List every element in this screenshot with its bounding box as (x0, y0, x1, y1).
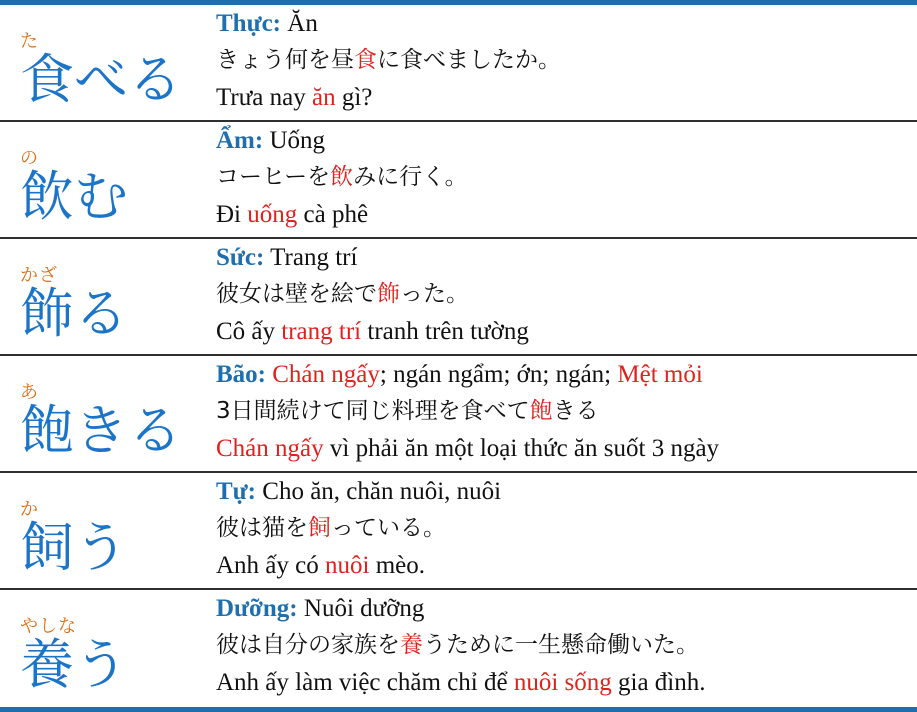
definition-cell (216, 590, 916, 701)
kanji-word: 飾る (20, 282, 128, 345)
furigana: かざ (20, 265, 58, 286)
japanese-example (216, 393, 916, 430)
jp-highlight: 飽 (529, 398, 553, 424)
meaning-line (216, 356, 916, 393)
meaning-text: Ăn (281, 10, 318, 37)
jp-text: に食べましたか。 (377, 47, 561, 73)
vi-highlight: nuôi sống (513, 669, 612, 696)
vi-text: Đi (216, 201, 248, 228)
vi-text: Cô ấy (216, 318, 282, 345)
meaning-line (216, 5, 916, 42)
sino-vietnamese-label: Bão: (216, 361, 266, 388)
vietnamese-translation (216, 79, 916, 116)
vi-text: tranh trên tường (361, 318, 529, 345)
jp-text: 彼女は壁を絵で (216, 281, 377, 307)
definition-cell (216, 356, 916, 467)
vietnamese-translation (216, 196, 916, 233)
word-cell (0, 473, 213, 588)
jp-text: きょう何を昼 (216, 47, 354, 73)
japanese-example (216, 159, 916, 196)
jp-highlight: 飼 (308, 515, 331, 541)
jp-text: みに行く。 (353, 164, 468, 190)
vocab-row-akiru (0, 356, 917, 473)
sino-vietnamese-label: Tự: (216, 478, 257, 505)
definition-cell (216, 5, 916, 116)
word-cell (0, 5, 213, 120)
vocab-row-kazaru (0, 239, 917, 356)
word-cell (0, 590, 213, 707)
definition-cell (216, 473, 916, 584)
definition-cell (216, 122, 916, 233)
japanese-example (216, 276, 916, 313)
furigana: あ (20, 382, 39, 403)
jp-text: 彼は自分の家族を (216, 632, 400, 658)
japanese-example (216, 510, 916, 547)
kanji-word: 飲む (20, 165, 128, 228)
vietnamese-translation (216, 547, 916, 584)
jp-highlight: 飾 (377, 281, 400, 307)
kanji-word: 飼う (20, 516, 128, 579)
jp-text: きる (552, 398, 599, 424)
vi-highlight: Chán ngấy (216, 435, 324, 462)
vi-highlight: nuôi (325, 552, 370, 579)
jp-highlight: 養 (400, 632, 423, 658)
vocab-row-kau (0, 473, 917, 590)
meaning-line (216, 239, 916, 276)
kanji-word: 食べる (20, 48, 182, 111)
vi-text: gì? (335, 84, 373, 111)
meaning-text: ; ngán ngẩm; ớn; ngán; (379, 361, 618, 388)
vietnamese-translation (216, 664, 916, 701)
vi-text: Trưa nay (216, 84, 312, 111)
meaning-text: Nuôi dưỡng (297, 595, 425, 622)
vietnamese-translation (216, 313, 916, 350)
vocab-row-yashinau (0, 590, 917, 707)
jp-highlight: 食 (354, 47, 377, 73)
japanese-example (216, 42, 916, 79)
vi-text: Anh ấy làm việc chăm chỉ để (216, 669, 514, 696)
vi-highlight: uống (247, 201, 298, 228)
vi-highlight: trang trí (281, 318, 362, 345)
vi-text: gia đình. (611, 669, 706, 696)
jp-text: 3日間続けて同じ料理を食べて (216, 398, 530, 424)
vi-text: mèo. (369, 552, 425, 579)
vietnamese-translation (216, 430, 916, 467)
sino-vietnamese-label: Dưỡng: (216, 595, 298, 622)
furigana: やしな (20, 616, 77, 637)
kanji-word: 飽きる (20, 399, 182, 462)
furigana: た (20, 31, 39, 52)
vocab-row-taberu (0, 5, 917, 122)
vocab-row-nomu (0, 122, 917, 239)
meaning-highlight: Mệt mỏi (617, 361, 703, 388)
meaning-line (216, 473, 916, 510)
word-cell (0, 239, 213, 354)
definition-cell (216, 239, 916, 350)
meaning-line (216, 590, 916, 627)
sino-vietnamese-label: Sức: (216, 244, 265, 271)
sino-vietnamese-label: Ẩm: (216, 127, 264, 154)
sino-vietnamese-label: Thực: (216, 10, 282, 37)
jp-highlight: 飲 (330, 164, 354, 190)
word-cell (0, 122, 213, 237)
furigana: か (20, 499, 39, 520)
vi-text: Anh ấy có (216, 552, 325, 579)
meaning-line (216, 122, 916, 159)
meaning-text: Cho ăn, chăn nuôi, nuôi (256, 478, 502, 505)
vi-highlight: ăn (311, 84, 336, 111)
vi-text: vì phải ăn một loại thức ăn suốt 3 ngày (323, 435, 720, 462)
meaning-text: Trang trí (264, 244, 358, 271)
meaning-text: Uống (263, 127, 326, 154)
vi-text: cà phê (297, 201, 369, 228)
jp-text: コーヒーを (216, 164, 331, 190)
jp-text: った。 (400, 281, 469, 307)
word-cell (0, 356, 213, 471)
meaning-highlight: Chán ngấy (272, 361, 380, 388)
jp-text: 彼は猫を (216, 515, 308, 541)
furigana: の (20, 148, 39, 169)
jp-text: うために一生懸命働いた。 (423, 632, 699, 658)
japanese-example (216, 627, 916, 664)
jp-text: っている。 (331, 515, 446, 541)
kanji-word: 養う (20, 633, 128, 696)
